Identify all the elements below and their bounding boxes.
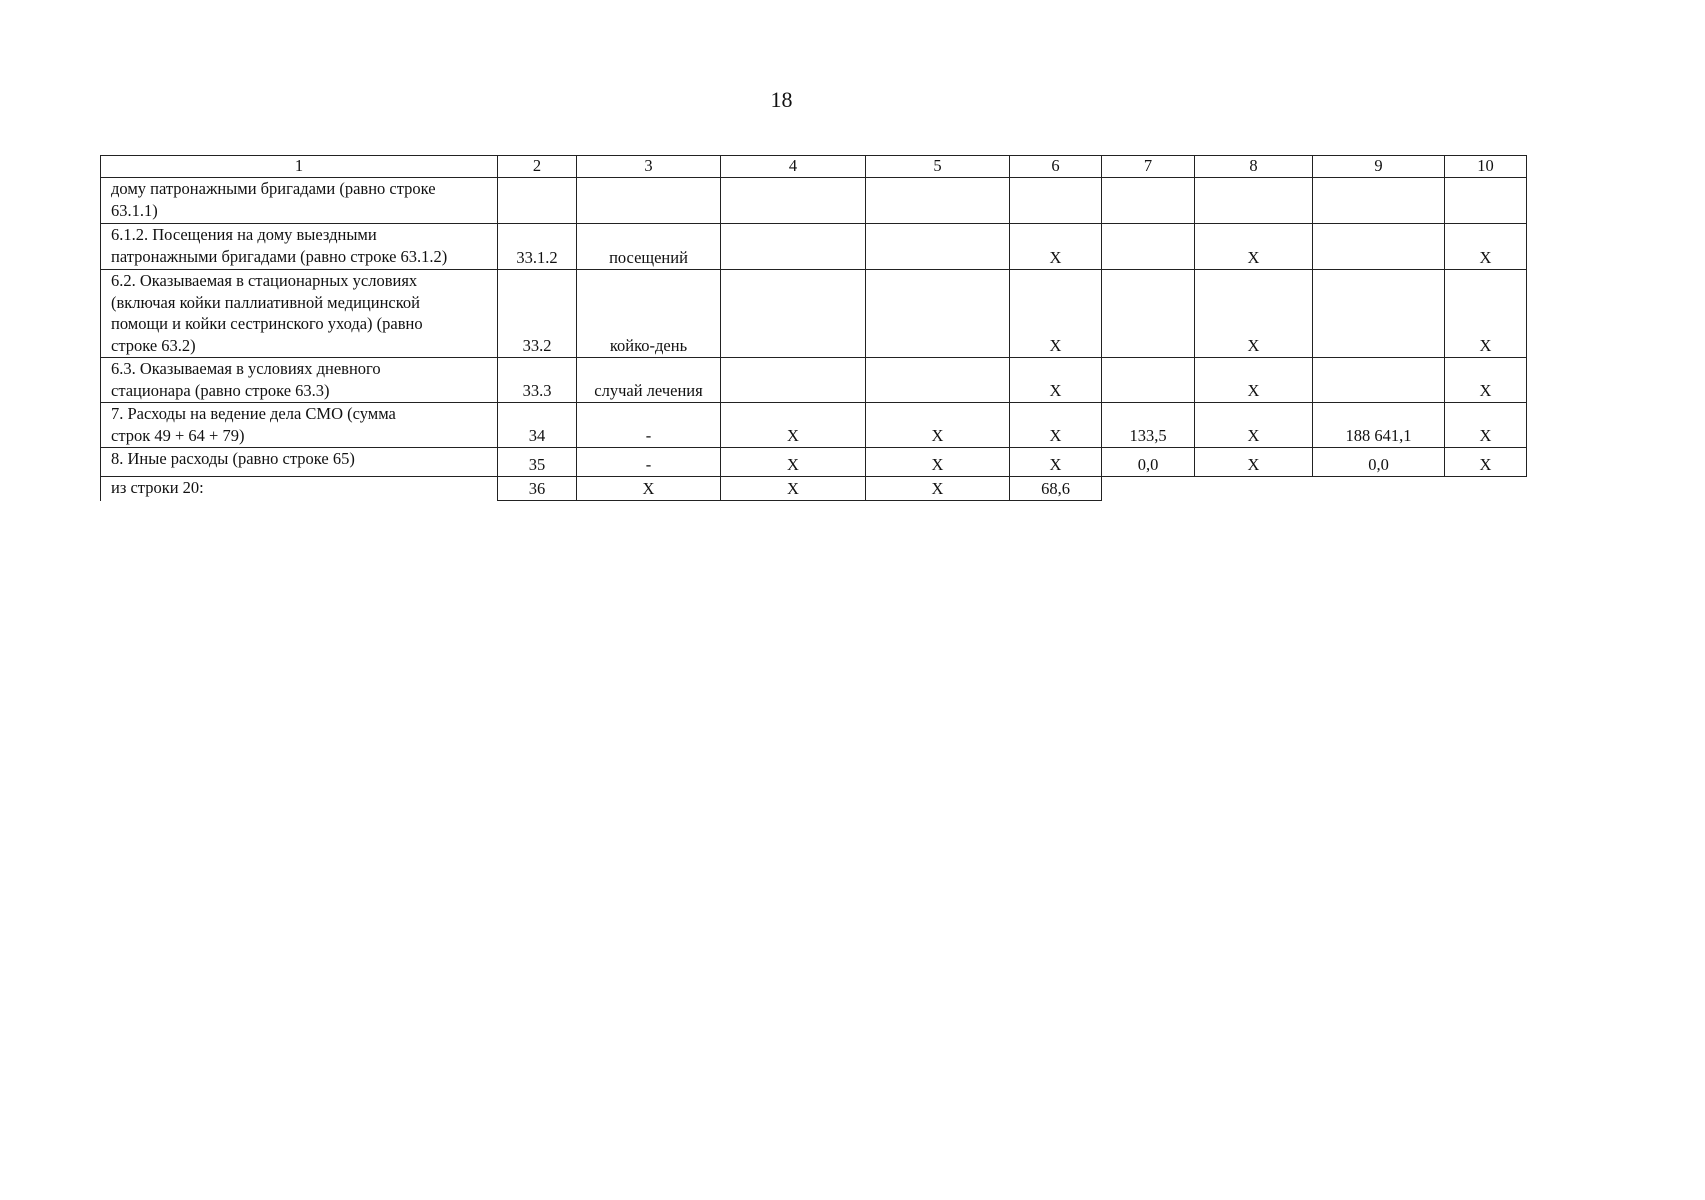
row-name: дому патронажными бригадами (равно строке 63.1.1) — [101, 178, 498, 224]
col-9 — [1313, 178, 1445, 224]
col-6 — [1010, 178, 1102, 224]
row-name: 7. Расходы на ведение дела СМО (сумма строк 49 + 64 + 79) — [101, 403, 498, 448]
col-4: X — [721, 448, 866, 477]
row-name: из строки 20: — [101, 477, 498, 501]
header-cell-8: 8 — [1195, 156, 1313, 178]
col-7: 0,0 — [1102, 448, 1195, 477]
header-cell-5: 5 — [866, 156, 1010, 178]
col-4 — [721, 224, 866, 270]
col-10: X — [1445, 358, 1527, 403]
col-10: X — [1445, 270, 1527, 358]
col-9 — [1313, 270, 1445, 358]
row-code: 36 — [498, 477, 577, 501]
col-5: X — [866, 448, 1010, 477]
unit: - — [577, 403, 721, 448]
col-7: 133,5 — [1102, 403, 1195, 448]
col-8 — [1195, 178, 1313, 224]
col-8: X — [1195, 358, 1313, 403]
col-6: X — [721, 477, 866, 501]
table-row — [101, 178, 1527, 224]
col-7 — [1102, 270, 1195, 358]
col-8: X — [1195, 403, 1313, 448]
header-cell-1: 1 — [101, 156, 498, 178]
col-9: 188 641,1 — [1313, 403, 1445, 448]
table-row — [101, 448, 1527, 477]
col-9 — [1313, 358, 1445, 403]
header-cell-3: 3 — [577, 156, 721, 178]
col-10 — [1445, 178, 1527, 224]
unit: койко-день — [577, 270, 721, 358]
row-code — [498, 178, 577, 224]
col-10: 68,6 — [1010, 477, 1102, 501]
col-6: X — [1010, 448, 1102, 477]
col-4: X — [577, 477, 721, 501]
row-name: 6.2. Оказываемая в стационарных условиях (включая койки паллиативной медицинской помощи и койки сестринского ухода) (равно строке 63.2) — [101, 270, 498, 358]
col-5 — [866, 358, 1010, 403]
row-name: 6.1.2. Посещения на дому выездными патронажными бригадами (равно строке 63.1.2) — [101, 224, 498, 270]
row-code: 33.2 — [498, 270, 577, 358]
col-6: X — [1010, 224, 1102, 270]
data-table — [100, 155, 1527, 501]
col-6: X — [1010, 358, 1102, 403]
col-7 — [1102, 224, 1195, 270]
col-8: X — [866, 477, 1010, 501]
col-8: X — [1195, 448, 1313, 477]
row-code: 33.1.2 — [498, 224, 577, 270]
col-4 — [721, 270, 866, 358]
col-8: X — [1195, 270, 1313, 358]
col-6: X — [1010, 403, 1102, 448]
header-cell-10: 10 — [1445, 156, 1527, 178]
col-4 — [721, 358, 866, 403]
col-5: X — [866, 403, 1010, 448]
table-row — [101, 403, 1527, 448]
unit: случай лечения — [577, 358, 721, 403]
col-5 — [866, 178, 1010, 224]
col-5 — [866, 270, 1010, 358]
col-9 — [1313, 224, 1445, 270]
col-8: X — [1195, 224, 1313, 270]
col-4: X — [721, 403, 866, 448]
header-cell-4: 4 — [721, 156, 866, 178]
unit: - — [577, 448, 721, 477]
table-row — [101, 270, 1527, 358]
header-cell-2: 2 — [498, 156, 577, 178]
header-cell-9: 9 — [1313, 156, 1445, 178]
table-row — [101, 224, 1527, 270]
col-10: X — [1445, 224, 1527, 270]
row-name: 6.3. Оказываемая в условиях дневного стационара (равно строке 63.3) — [101, 358, 498, 403]
table-row — [101, 358, 1527, 403]
row-code: 33.3 — [498, 358, 577, 403]
unit: посещений — [577, 224, 721, 270]
col-4 — [721, 178, 866, 224]
col-7 — [1102, 178, 1195, 224]
page-number: 18 — [770, 87, 793, 112]
col-7 — [1102, 358, 1195, 403]
unit — [577, 178, 721, 224]
header-cell-7: 7 — [1102, 156, 1195, 178]
header-row — [101, 156, 1527, 178]
row-code: 34 — [498, 403, 577, 448]
col-5 — [866, 224, 1010, 270]
row-name: 8. Иные расходы (равно строке 65) — [101, 448, 498, 477]
col-10: X — [1445, 448, 1527, 477]
header-cell-6: 6 — [1010, 156, 1102, 178]
table-row — [101, 477, 1527, 501]
col-6: X — [1010, 270, 1102, 358]
col-10: X — [1445, 403, 1527, 448]
col-9: 0,0 — [1313, 448, 1445, 477]
row-code: 35 — [498, 448, 577, 477]
